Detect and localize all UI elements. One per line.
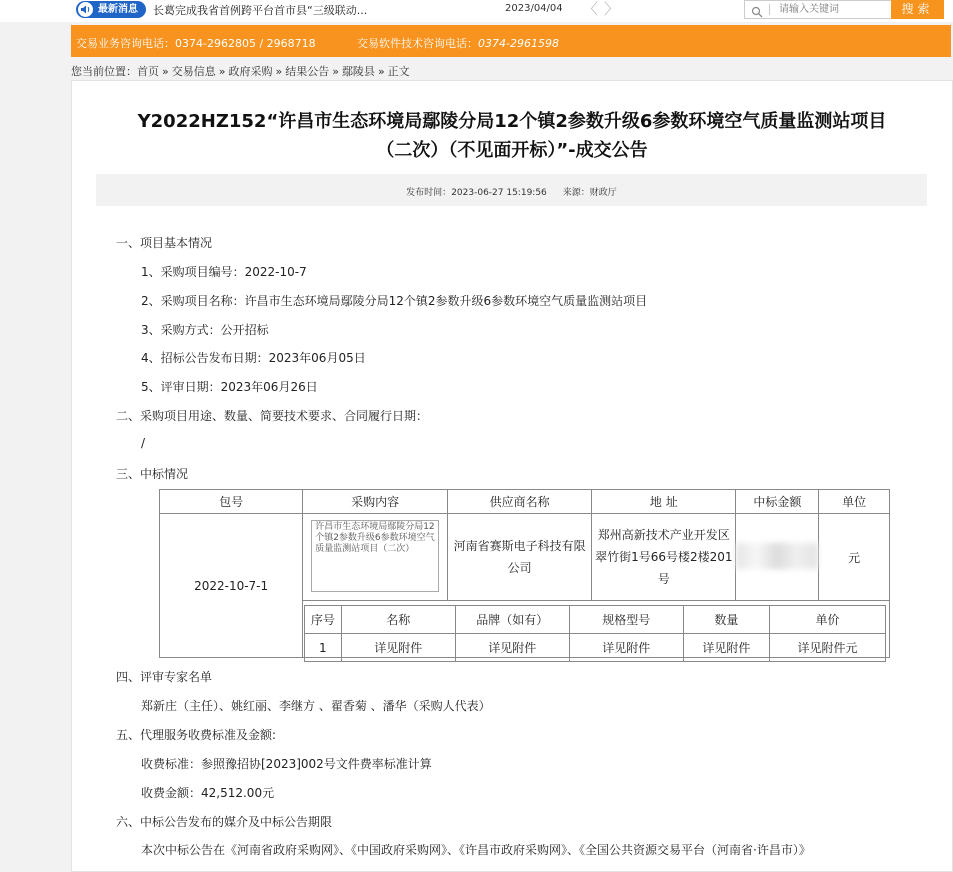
content-cell [303,514,448,601]
header-unit: 单位 [819,490,890,514]
section-heading-basic: 一、项目基本情况 [116,236,213,250]
publish-time: 2023-06-27 15:19:56 [451,188,547,198]
breadcrumb-home-link[interactable]: 首页 [137,65,159,78]
article-title-line2: （二次）（不见面开标）”-成交公告 [376,140,648,161]
header-content: 采购内容 [303,490,448,514]
article-panel [71,80,953,872]
contact-bar [71,25,951,57]
top-news-bar [0,0,953,22]
publish-time-label: 发布时间： [406,188,452,198]
search-input[interactable] [779,2,887,16]
section-heading-award: 三、中标情况 [116,467,189,481]
latest-news-badge [76,1,146,18]
article-meta-bar [96,174,927,206]
news-date: 2023/04/04 [505,3,563,14]
header-supplier: 供应商名称 [448,490,592,514]
award-table-row [160,514,890,601]
media-text: 本次中标公告在《河南省政府采购网》、《中国政府采购网》、《许昌市政府采购网》、《全国公共资源交易平台（河南省·许昌市）》 [141,843,811,857]
article-title [72,107,952,165]
article-title-line1: Y2022HZ152“许昌市生态环境局鄢陵分局12个镇2参数升级6参数环境空气质量监测站项目 [137,111,887,132]
usage-value: / [141,436,146,450]
section-heading-fees: 五、代理服务收费标准及金额: [116,728,277,742]
search-box [744,0,892,19]
news-headline-link[interactable]: 长葛完成我省首例跨平台首市县“三级联动... [153,4,368,17]
procurement-method: 3、采购方式：公开招标 [141,323,269,337]
section-heading-experts: 四、评审专家名单 [116,670,213,684]
item-header-qty: 数量 [683,606,769,634]
items-header-row [305,606,886,634]
search-button[interactable]: 搜索 [891,0,944,19]
experts-list: 郑新庄（主任）、姚红丽、李继方 、翟香菊 、潘华（采购人代表） [141,699,491,713]
breadcrumb-county-link[interactable]: 鄢陵县 [341,65,375,78]
header-address: 地 址 [592,490,736,514]
item-header-brand: 品牌（如有） [455,606,569,634]
item-spec: 详见附件 [569,634,683,662]
breadcrumb-prefix: 您当前位置： [71,65,137,78]
item-header-name: 名称 [341,606,455,634]
item-name: 详见附件 [341,634,455,662]
unit-cell: 元 [819,514,890,601]
item-header-price: 单价 [770,606,886,634]
notice-publish-date: 4、招标公告发布日期：2023年06月05日 [141,351,366,365]
amount-cell [736,514,819,601]
package-no-cell: 2022-10-7-1 [160,514,303,658]
item-header-spec: 规格型号 [569,606,683,634]
search-divider [769,4,770,15]
breadcrumb-separator: » [377,65,385,78]
breadcrumb-current: 正文 [387,65,410,78]
breadcrumb-separator: » [218,65,226,78]
header-amount: 中标金额 [736,490,819,514]
section-heading-media: 六、中标公告发布的媒介及中标公告期限 [116,815,333,829]
latest-news-label: 最新消息 [98,4,138,15]
content-textarea[interactable] [311,520,439,592]
source-label: 来源： [562,188,590,198]
award-table-header-row [160,490,890,514]
software-hotline-label: 交易软件技术咨询电话： [357,37,478,50]
business-hotline-label: 交易业务咨询电话： [76,37,175,50]
speaker-icon [78,2,93,17]
business-hotline [76,35,316,51]
breadcrumb-trade-info-link[interactable]: 交易信息 [171,65,216,78]
item-qty: 详见附件 [683,634,769,662]
breadcrumb [71,63,410,79]
project-number: 1、采购项目编号：2022-10-7 [141,265,307,279]
project-name: 2、采购项目名称：许昌市生态环境局鄢陵分局12个镇2参数升级6参数环境空气质量监测站项目 [141,294,648,308]
award-items-table [304,605,886,662]
section-heading-usage: 二、采购项目用途、数量、简要技术要求、合同履行日期： [116,409,429,423]
breadcrumb-separator: » [162,65,169,78]
business-hotline-number: 0374-2962805 / 2968718 [175,37,316,50]
prev-news-arrow-icon[interactable]: 〈 [583,0,599,18]
breadcrumb-gov-procurement-link[interactable]: 政府采购 [228,65,273,78]
breadcrumb-result-notice-link[interactable]: 结果公告 [285,65,330,78]
search-icon [751,3,763,22]
header-package-no: 包号 [160,490,303,514]
item-header-seq: 序号 [305,606,342,634]
item-price: 详见附件元 [770,634,886,662]
software-hotline-number: 0374-2961598 [478,37,559,50]
supplier-cell: 河南省赛斯电子科技有限公司 [448,514,592,601]
item-brand: 详见附件 [455,634,569,662]
address-cell: 郑州高新技术产业开发区翠竹街1号66号楼2楼201号 [592,514,736,601]
fee-amount: 收费金额：42,512.00元 [141,786,275,800]
breadcrumb-separator: » [332,65,339,78]
next-news-arrow-icon[interactable]: 〉 [604,0,620,18]
software-hotline [357,35,559,51]
redacted-amount [736,543,818,569]
breadcrumb-separator: » [275,65,283,78]
fee-standard: 收费标准：参照豫招协[2023]002号文件费率标准计算 [141,757,432,771]
item-row [305,634,886,662]
review-date: 5、评审日期：2023年06月26日 [141,380,318,394]
item-seq: 1 [305,634,342,662]
source-value: 财政厅 [589,188,617,198]
